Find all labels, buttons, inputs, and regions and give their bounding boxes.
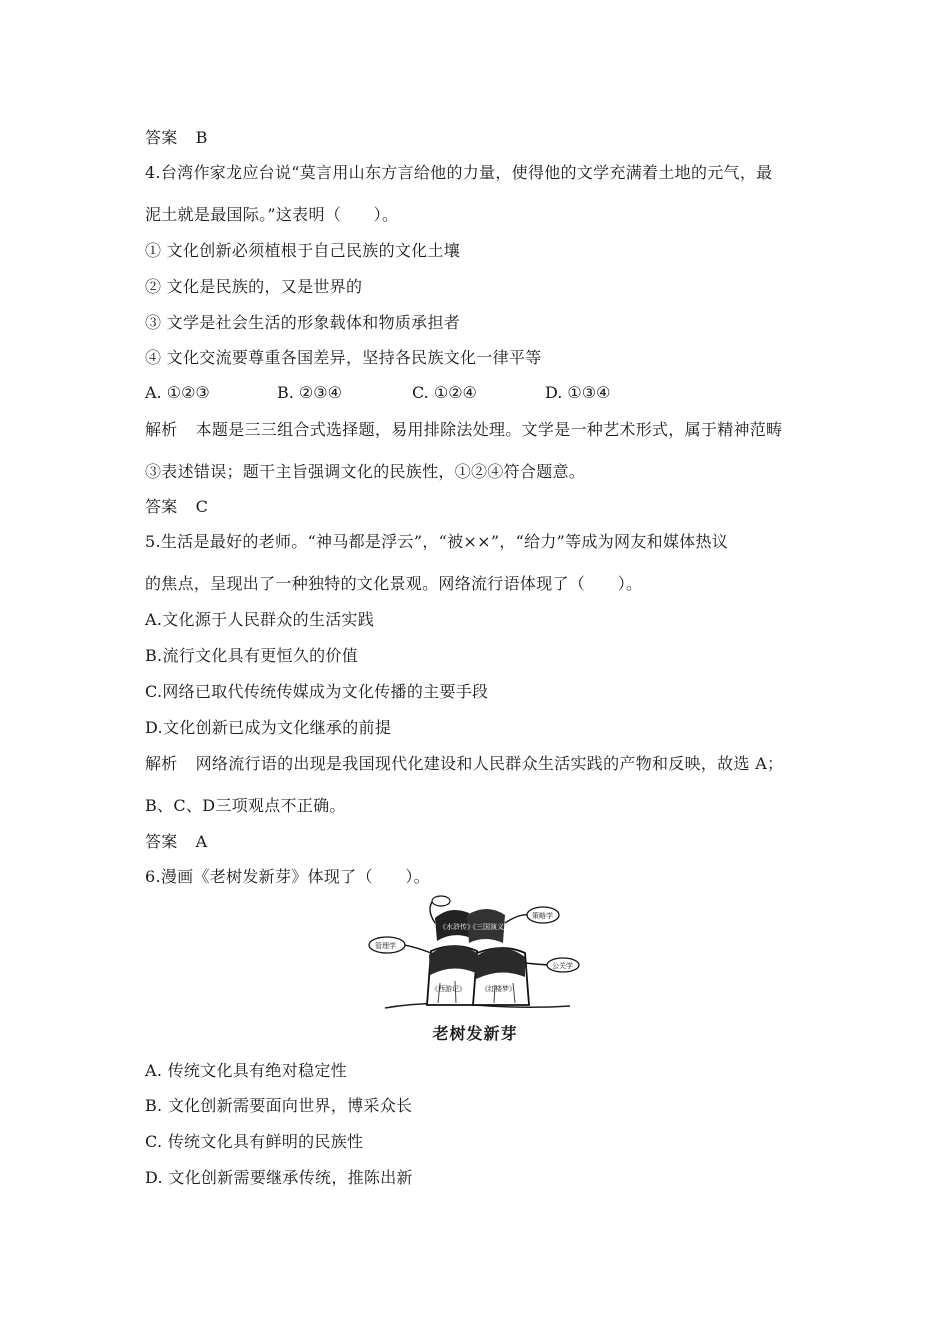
q5-answer: [145, 832, 207, 852]
q6-option-b[interactable]: B. 文化创新需要面向世界，博采众长: [145, 1096, 413, 1115]
answer-label: 答案: [145, 832, 178, 851]
q4-options: [145, 383, 705, 403]
answer-value: C: [195, 497, 209, 516]
q5-stem-line1: 5.生活是最好的老师。“神马都是浮云”，“被××”，“给力”等成为网友和媒体热议: [145, 532, 729, 551]
q4-answer: [145, 497, 208, 517]
q4-analysis-line1: [145, 420, 782, 440]
q5-analysis-line2: B、C、D三项观点不正确。: [145, 796, 346, 815]
stump-label-hongloumeng: 《红楼梦》: [481, 985, 516, 993]
q4-option-d[interactable]: D. ①③④: [545, 383, 611, 402]
answer-label: 答案: [145, 497, 178, 516]
q5-stem-line2: 的焦点，呈现出了一种独特的文化景观。网络流行语体现了（ ）。: [145, 574, 643, 593]
q4-option-a[interactable]: A. ①②③: [145, 383, 210, 402]
prev-answer: [145, 128, 208, 148]
q4-option-b[interactable]: B. ②③④: [277, 383, 342, 402]
figure-caption: 老树发新芽: [432, 1024, 518, 1043]
q4-statement-4: ④ 文化交流要尊重各国差异，坚持各民族文化一律平等: [145, 348, 542, 367]
q5-option-c[interactable]: C.网络已取代传统传媒成为文化传播的主要手段: [145, 682, 489, 701]
q5-option-b[interactable]: B.流行文化具有更恒久的价值: [145, 646, 359, 665]
q4-statement-1: ① 文化创新必须植根于自己民族的文化土壤: [145, 241, 461, 260]
leaf-label-shuihu: 《水浒传》: [439, 923, 474, 931]
analysis-label: 解析: [145, 420, 178, 439]
q4-analysis-line2: ③表述错误；题干主旨强调文化的民族性，①②④符合题意。: [145, 462, 586, 481]
q6-option-d[interactable]: D. 文化创新需要继承传统，推陈出新: [145, 1168, 413, 1187]
leaf-label-strategy: 策略学: [532, 912, 553, 920]
q4-stem-line2: 泥土就是最国际。”这表明（ ）。: [145, 205, 399, 224]
q6-option-a[interactable]: A. 传统文化具有绝对稳定性: [145, 1061, 347, 1080]
q4-option-c[interactable]: C. ①②④: [412, 383, 477, 402]
analysis-text: 网络流行语的出现是我国现代化建设和人民群众生活实践的产物和反映，故选 A；: [195, 754, 784, 773]
q5-analysis-line1: [145, 754, 783, 774]
leaf-label-pr: 公关学: [552, 962, 573, 970]
old-tree-sprouts-illustration: [365, 893, 585, 1018]
q6-stem: 6.漫画《老树发新芽》体现了（ ）。: [145, 867, 430, 886]
answer-value: A: [195, 832, 208, 851]
q5-option-d[interactable]: D.文化创新已成为文化继承的前提: [145, 718, 392, 737]
analysis-text: 本题是三三组合式选择题，易用排除法处理。文学是一种艺术形式，属于精神范畴: [195, 420, 783, 439]
answer-label: 答案: [145, 128, 178, 147]
leaf-label-management: 管理学: [375, 942, 396, 950]
cartoon-figure: [365, 893, 585, 1048]
stump-label-xiyouji: 《西游记》: [431, 985, 466, 993]
analysis-label: 解析: [145, 754, 178, 773]
q5-option-a[interactable]: A.文化源于人民群众的生活实践: [145, 610, 375, 629]
answer-value: B: [195, 128, 208, 147]
q4-statement-3: ③ 文学是社会生活的形象载体和物质承担者: [145, 313, 461, 332]
q4-statement-2: ② 文化是民族的，又是世界的: [145, 277, 363, 296]
leaf-label-sanguo: 《三国演义》: [469, 923, 511, 931]
q6-option-c[interactable]: C. 传统文化具有鲜明的民族性: [145, 1132, 364, 1151]
q4-stem-line1: 4.台湾作家龙应台说“莫言用山东方言给他的力量，使得他的文学充满着土地的元气，最: [145, 163, 773, 182]
